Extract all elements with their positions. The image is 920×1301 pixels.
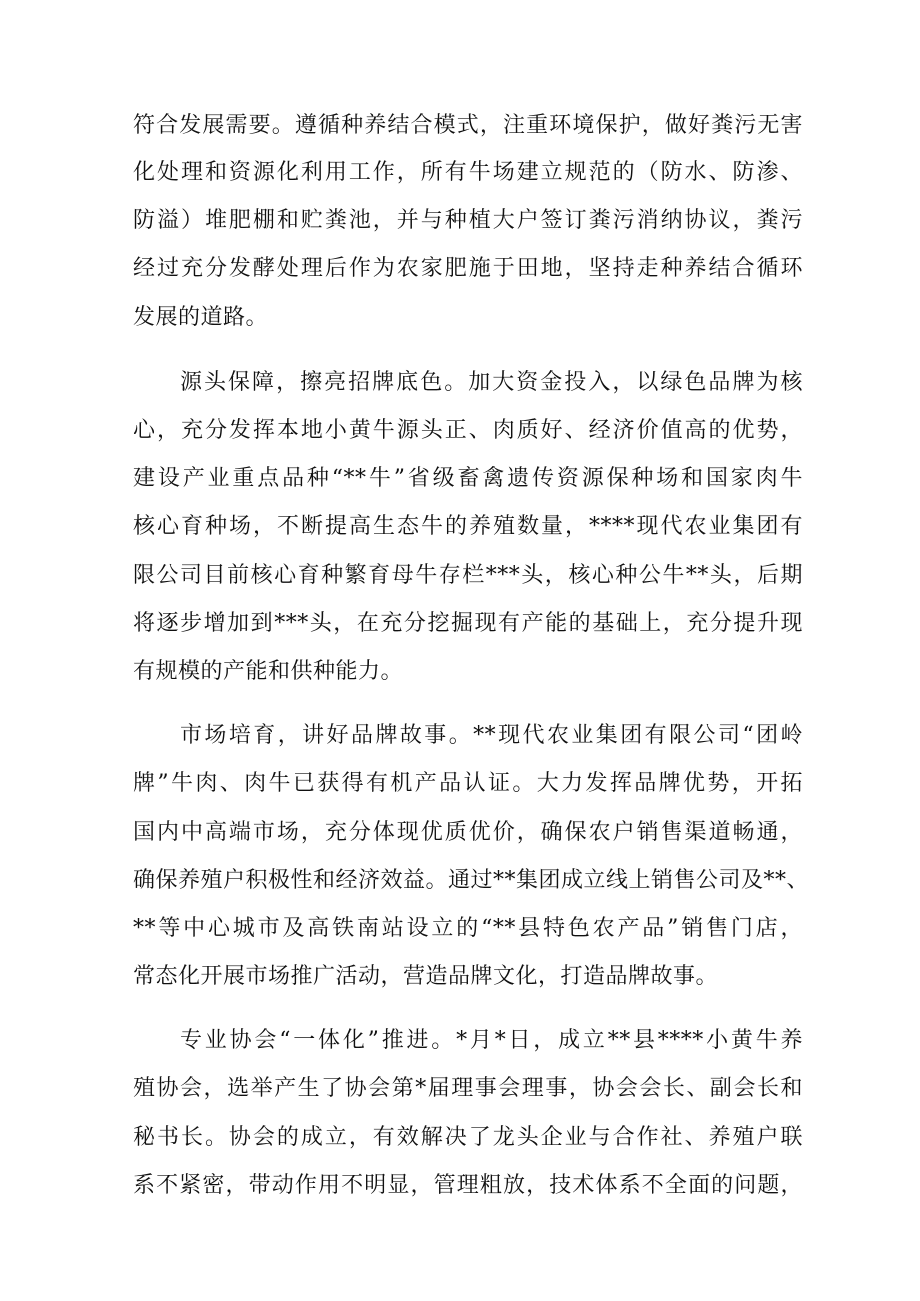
paragraph-4-line-2: 殖协会，选举产生了协会第*届理事会理事，协会会长、副会长和: [133, 1076, 803, 1101]
paragraph-3-line-5: **等中心城市及高铁南站设立的“**县特色农产品”销售门店，: [133, 916, 803, 941]
paragraph-4-line-1: 专业协会“一体化”推进。*月*日，成立**县****小黄牛养: [180, 1028, 803, 1053]
paragraph-4-line-3: 秘书长。协会的成立，有效解决了龙头企业与合作社、养殖户联: [133, 1125, 803, 1150]
paragraph-2-line-4: 核心育种场，不断提高生态牛的养殖数量，****现代农业集团有: [133, 514, 803, 539]
paragraph-3-line-2: 牌”牛肉、肉牛已获得有机产品认证。大力发挥品牌优势，开拓: [133, 771, 803, 796]
paragraph-2-line-5: 限公司目前核心育种繁育母牛存栏***头，核心种公牛**头，后期: [133, 563, 803, 588]
paragraph-2-line-1: 源头保障，擦亮招牌底色。加大资金投入，以绿色品牌为核: [180, 370, 803, 395]
paragraph-1-line-1: 符合发展需要。遵循种养结合模式，注重环境保护，做好粪污无害: [133, 113, 803, 138]
paragraph-3-line-1: 市场培育，讲好品牌故事。**现代农业集团有限公司“团岭: [180, 723, 803, 748]
paragraph-1-line-5: 发展的道路。: [133, 305, 269, 330]
paragraph-2-line-3: 建设产业重点品种“**牛”省级畜禽遗传资源保种场和国家肉牛: [133, 466, 803, 491]
paragraph-1-line-4: 经过充分发酵处理后作为农家肥施于田地，坚持走种养结合循环: [133, 256, 803, 281]
paragraph-1-line-2: 化处理和资源化利用工作，所有牛场建立规范的（防水、防渗、: [133, 160, 803, 185]
paragraph-2-line-2: 心，充分发挥本地小黄牛源头正、肉质好、经济价值高的优势，: [133, 418, 803, 443]
paragraph-4-line-4: 系不紧密，带动作用不明显，管理粗放，技术体系不全面的问题，: [133, 1173, 803, 1198]
paragraph-1-line-3: 防溢）堆肥棚和贮粪池，并与种植大户签订粪污消纳协议，粪污: [133, 208, 803, 233]
paragraph-2-line-7: 有规模的产能和供种能力。: [133, 659, 404, 684]
paragraph-3-line-6: 常态化开展市场推广活动，营造品牌文化，打造品牌故事。: [133, 964, 719, 989]
paragraph-3-line-4: 确保养殖户积极性和经济效益。通过**集团成立线上销售公司及**、: [133, 868, 810, 893]
paragraph-3-line-3: 国内中高端市场，充分体现优质优价，确保农户销售渠道畅通，: [133, 820, 803, 845]
paragraph-2-line-6: 将逐步增加到***头，在充分挖掘现有产能的基础上，充分提升现: [133, 611, 803, 636]
